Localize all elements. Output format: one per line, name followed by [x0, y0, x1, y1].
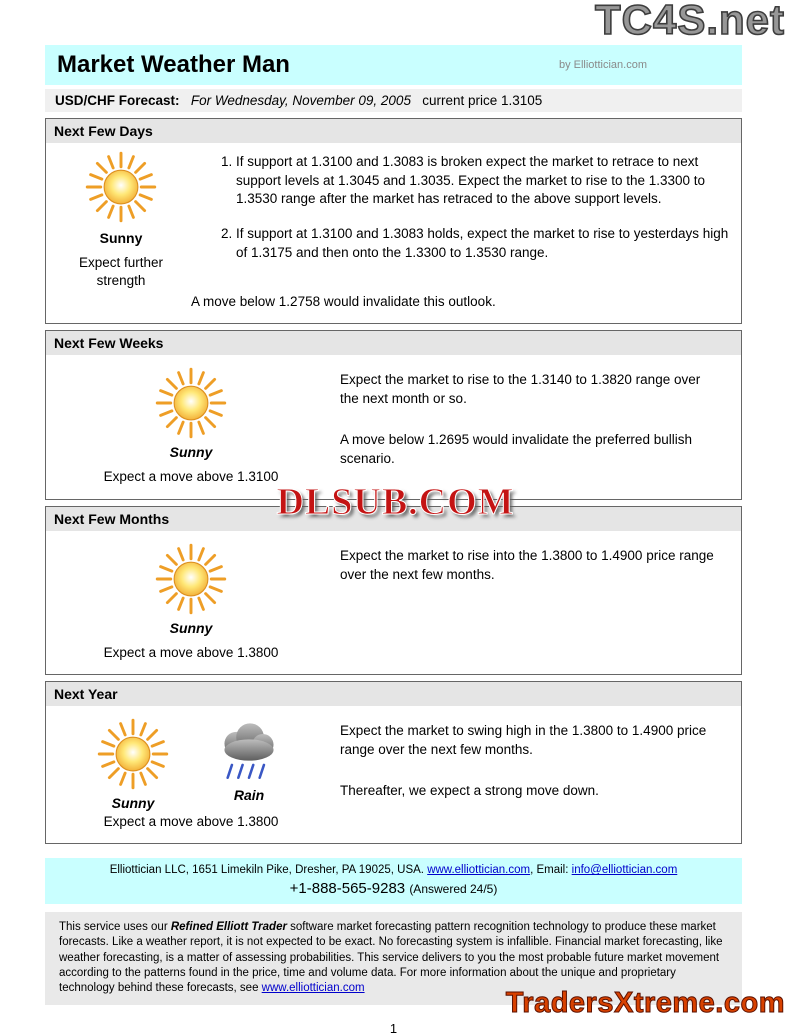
contact-footer	[45, 858, 742, 904]
sunny-icon-block	[97, 718, 169, 811]
disclaimer-link[interactable]: www.elliottician.com	[261, 982, 365, 995]
condition-label-sunny: Sunny	[111, 794, 155, 811]
caption-line1: Expect further	[78, 255, 164, 270]
pair-label: USD/CHF Forecast:	[55, 93, 180, 108]
forecast-date: For Wednesday, November 09, 2005	[190, 93, 411, 108]
current-price: current price 1.3105	[422, 93, 543, 108]
rain-cloud-icon	[213, 718, 285, 782]
rain-icon-block	[213, 718, 285, 811]
forecast-text-block	[336, 531, 741, 674]
weather-icon-block	[46, 355, 336, 498]
email-link[interactable]: info@elliottician.com	[571, 864, 678, 877]
condition-label: Sunny	[99, 230, 143, 246]
byline: by Elliottician.com	[558, 59, 647, 71]
forecast-paragraph: Expect the market to swing high in the 1.3800 to 1.4900 price range over the next few months.	[340, 722, 707, 757]
document-body	[45, 45, 742, 1036]
product-name: Refined Elliott Trader	[170, 921, 287, 934]
forecast-summary-bar	[45, 89, 742, 112]
section-title-weeks: Next Few Weeks	[46, 331, 741, 355]
sun-icon	[155, 367, 227, 439]
condition-caption	[46, 254, 196, 290]
contact-address-line	[45, 864, 742, 876]
caption-line2: strength	[96, 273, 146, 289]
forecast-text-block	[336, 706, 741, 843]
section-title-months: Next Few Months	[46, 507, 741, 531]
forecast-point-1: 1. If support at 1.3100 and 1.3083 is broken expect the market to retrace to next support levels at 1.3045 and 1.3035. Expect the market to rise to the 1.3300 to 1.3530 range after the market has retraced to the above support levels.	[236, 153, 729, 209]
dlsub-watermark: DLSUB.COM	[276, 481, 515, 523]
sun-icon	[155, 543, 227, 615]
disclaimer-intro: This service uses our	[59, 921, 171, 934]
tc4s-watermark: TC4S.net	[594, 0, 785, 43]
sun-icon	[85, 151, 157, 223]
section-next-year	[45, 681, 742, 844]
disclaimer-body: software market forecasting pattern recognition technology to produce these market forecasts. Like a weather report, it is not expected to be exact. No forecasting system is infallible. Financial market forecasting, like weather forecasting, is a matter of assessing probabilities. This service delivers to you the most probable future market movement according to the patterns found in the price, time and volume data. For more information about the unique and proprietary technology behind these forecasts, see	[59, 921, 723, 995]
forecast-paragraph-2: Thereafter, we expect a strong move down.	[340, 782, 599, 798]
email-label: , Email:	[530, 864, 572, 877]
title-bar	[45, 45, 742, 85]
section-title-year: Next Year	[46, 682, 741, 706]
invalidation-note-weeks: A move below 1.2695 would invalidate the preferred bullish scenario.	[340, 432, 692, 467]
forecast-point-2: 2. If support at 1.3100 and 1.3083 holds, expect the market to rise to yesterdays high of 1.3175 and then onto the 1.3300 to 1.3530 range.	[236, 225, 729, 262]
address-text: Elliottician LLC, 1651 Limekiln Pike, Dresher, PA 19025, USA.	[109, 864, 428, 877]
condition-caption: Expect a move above 1.3800	[103, 813, 279, 829]
section-next-few-months	[45, 506, 742, 675]
condition-caption: Expect a move above 1.3800	[103, 644, 279, 660]
section-next-few-weeks	[45, 330, 742, 499]
invalidation-note-days: A move below 1.2758 would invalidate this outlook.	[191, 294, 496, 310]
section-title-days: Next Few Days	[46, 119, 741, 143]
page-title: Market Weather Man	[57, 51, 290, 78]
website-link[interactable]: www.elliottician.com	[427, 864, 531, 877]
sun-icon	[97, 718, 169, 790]
forecast-points	[196, 153, 741, 290]
weather-icon-block	[46, 143, 196, 290]
phone-note: (Answered 24/5)	[409, 882, 498, 897]
phone-number: +1-888-565-9283	[289, 880, 406, 898]
weather-icon-block	[46, 706, 336, 843]
condition-label-rain: Rain	[233, 786, 265, 803]
weather-icon-block	[46, 531, 336, 674]
section-next-few-days	[45, 118, 742, 324]
tradersxtreme-watermark: TradersXtreme.com	[505, 987, 785, 1019]
condition-caption: Expect a move above 1.3100	[103, 469, 279, 485]
condition-label: Sunny	[169, 444, 213, 461]
page-number: 1	[389, 1020, 398, 1036]
forecast-text-block	[336, 355, 741, 498]
condition-label: Sunny	[169, 619, 213, 636]
forecast-paragraph: Expect the market to rise into the 1.3800 to 1.4900 price range over the next few months.	[340, 547, 714, 582]
forecast-paragraph: Expect the market to rise to the 1.3140 to 1.3820 range over the next month or so.	[340, 372, 701, 407]
phone-line	[45, 880, 742, 897]
